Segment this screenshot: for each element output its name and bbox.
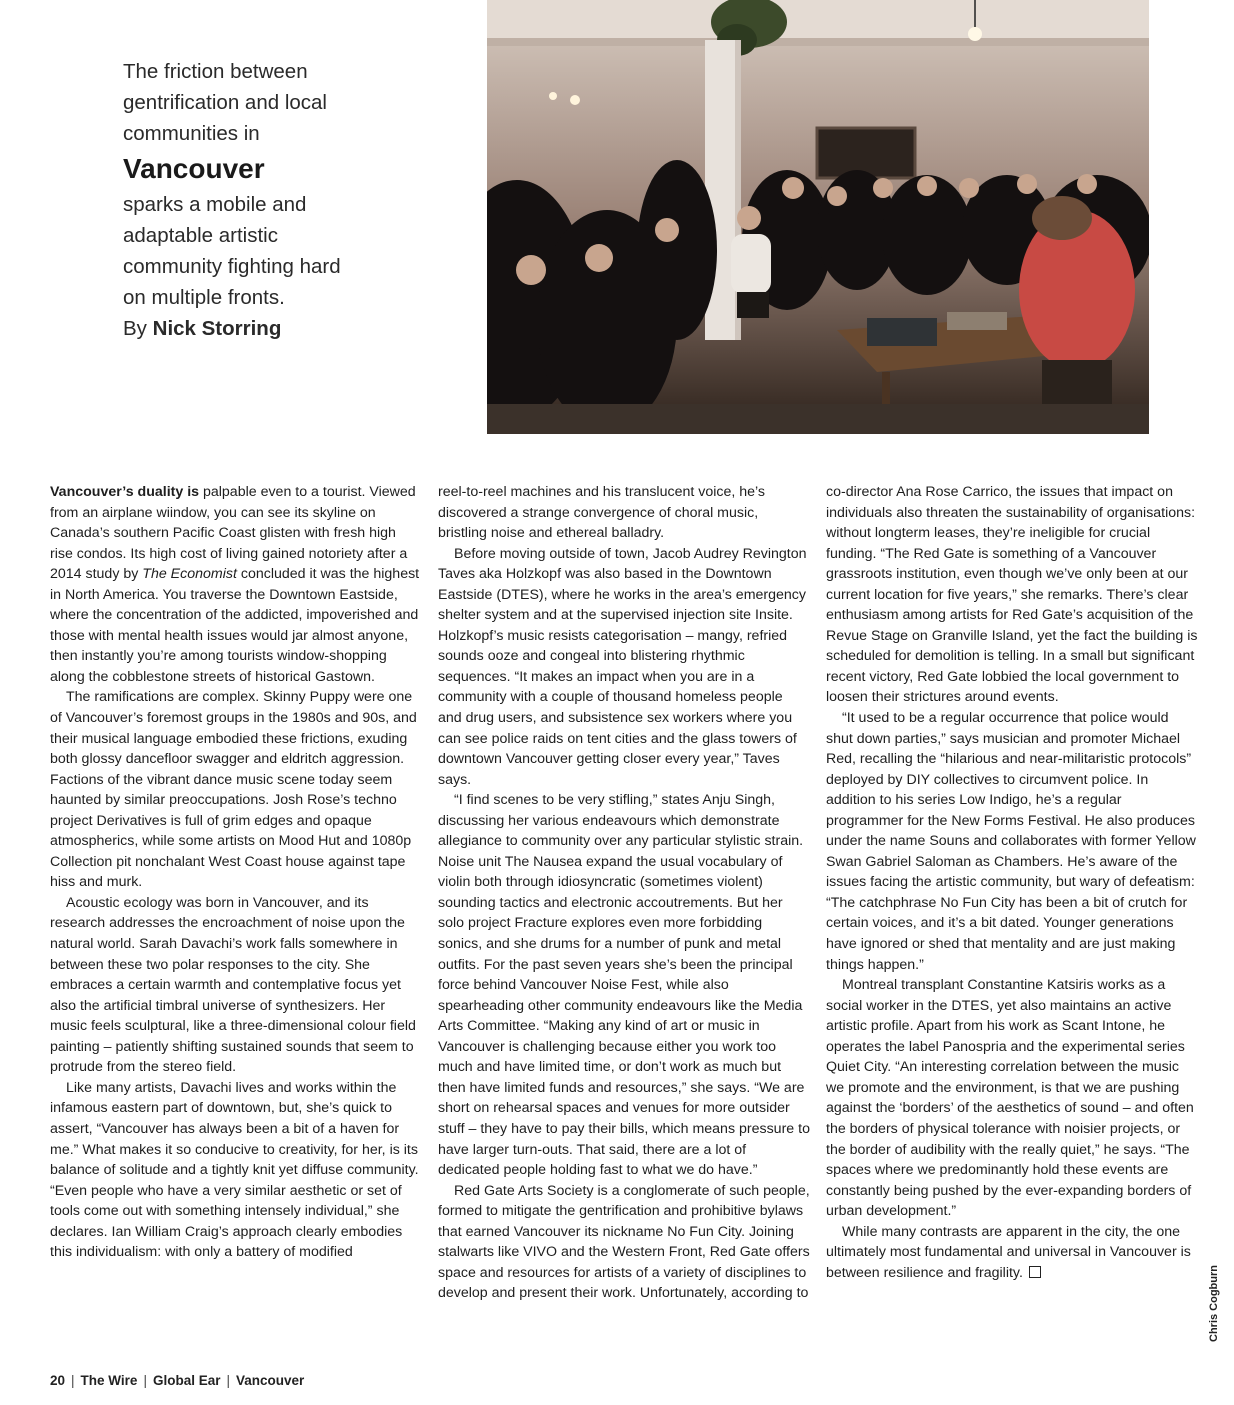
paragraph-text: While many contrasts are apparent in the city, the one ultimately most fundamental and universal in Vancouver is between resilience and fragility. <box>826 1223 1191 1281</box>
paragraph <box>826 1222 1198 1284</box>
paragraph: The ramifications are complex. Skinny Puppy were one of Vancouver’s foremost groups in the 1980s and 90s, and their musical language embodied these frictions, exuding both glossy dancefloor swagger and eldritch aggression. Factions of the vibrant dance music scene today seem haunted by similar preoccupations. Josh Rose’s techno project Derivatives is full of grim edges and opaque atmospherics, while some artists on Mood Hut and 1080p Collection pit nonchalant West Coast house against tape hiss and murk. <box>50 689 417 891</box>
page-footer <box>50 1373 304 1388</box>
paragraph <box>50 482 422 687</box>
section-name: Global Ear <box>152 1373 221 1388</box>
paragraph: Red Gate Arts Society is a conglomerate of such people, formed to mitigate the gentrification and prohibitive bylaws that earned Vancouver its nickname No Fun City. Joining stalwarts like VIVO and the Western Front, Red Gate offers space and resources for artists of a variety of disciplines to develop and present their work. Unfortunately, according to <box>438 1182 810 1302</box>
standfirst <box>123 56 363 344</box>
paragraph: Montreal transplant Constantine Katsiris works as a social worker in the DTES, yet also maintains an active artistic profile. Apart from his work as Scant Intone, he operates the label Panospria and the experimental series Quiet City. “An interesting correlation between the music we promote and the environment, is that we are pushing against the ‘borders’ of the aesthetics of sound – and often the borders of physical tolerance with noisier projects, or the border of audibility with the really quiet,” he says. “The spaces where we predominantly hold these events are constantly being pushed by the ever-expanding borders of urban development.” <box>826 977 1194 1220</box>
concert-photo-illustration <box>487 0 1149 434</box>
paragraph-text: palpable even to a tourist. Viewed from an airplane wiindow, you can see its skyline on Canada’s southern Pacific Coast glisten with fresh high rise condos. Its high cost of living gained notoriety after a 2014 study by <box>50 484 416 583</box>
magazine-name: The Wire <box>80 1373 138 1388</box>
article-body <box>50 482 1200 1352</box>
footer-separator: | <box>71 1373 75 1388</box>
standfirst-text-after: sparks a mobile and adaptable artistic community fighting hard on multiple fronts. <box>123 193 341 309</box>
paragraph: Like many artists, Davachi lives and works within the infamous eastern part of downtown, but, she’s quick to assert, “Vancouver has always been a bit of a haven for me.” What makes it so conducive to creativity, for her, is its balance of solitude and a tightly knit yet diffuse community. “Even people who have a very similar aesthetic or set of tools come out with something intensely individual,” she declares. Ian William Craig’s approach clearly embodies this individualism: with only a battery of modified <box>50 1079 419 1261</box>
end-mark-icon <box>1029 1266 1041 1278</box>
byline-author: Nick Storring <box>152 317 282 340</box>
paragraph: “It used to be a regular occurrence that police would shut down parties,” says musician and promoter Michael Red, recalling the “hilarious and near-militaristic protocols” deployed by DIY collectives to circumvent police. In addition to his series Low Indigo, he’s a regular programmer for the New Forms Festival. He also produces under the name Souns and collaborates with former Yellow Swan Gabriel Saloman as Chambers. He’s aware of the issues facing the artistic community, but wary of defeatism: “The catchphrase No Fun City has been a bit of crutch for certain voices, and it’s a bit dated. Younger generations have ignored or shed that mentality and are just making things happen.” <box>826 710 1196 973</box>
topic-name: Vancouver <box>236 1373 305 1388</box>
concert-photo <box>487 0 1149 434</box>
footer-separator: | <box>226 1373 230 1388</box>
article-column-1 <box>50 482 422 1263</box>
paragraph: co-director Ana Rose Carrico, the issues that impact on individuals also threaten the sustainability of organisations: without longterm leases, they’re ineligible for crucial funding. “The Red Gate is something of a Vancouver grassroots institution, even though we’ve only been at our current location for five years,” she remarks. There’s clear enthusiasm among artists for Red Gate’s acquisition of the Revue Stage on Granville Island, yet the fact the building is scheduled for demolition is telling. In a small but significant recent victory, Red Gate lobbied the local government to loosen their strictures around events. <box>826 484 1198 706</box>
paragraph-text: concluded it was the highest in North America. You traverse the Downtown Eastside, where the concentration of the addicted, impoverished and those with mental health issues would jar almost anyone, then instantly you’re among tourists window-shopping along the cobblestone streets of historical Gastown. <box>50 566 420 685</box>
photo-credit: Chris Cogburn <box>1208 1265 1220 1342</box>
page-number: 20 <box>50 1373 66 1388</box>
footer-separator: | <box>143 1373 147 1388</box>
paragraph: “I find scenes to be very stifling,” states Anju Singh, discussing her various endeavours which demonstrate allegiance to community over any particular stylistic strain. Noise unit The Nausea expand the usual vocabulary of violin both through idiosyncratic (sometimes violent) sounding tactics and electronic accoutrements. But her solo project Fracture explores even more forbidding sonics, and she drums for a number of punk and metal outfits. For the past seven years she’s been the principal force behind Vancouver Noise Fest, while also spearheading other community endeavours like the Media Arts Committee. “Making any kind of art or music in Vancouver is challenging because either you work too much and have limited time, or don’t work as much but then have limited funds and resources,” she says. “We are short on rehearsal spaces and venues for more outsider stuff – they have to pay their bills, which means pressure to have larger turn-outs. That said, there are a lot of dedicated people holding fast to what we do have.” <box>438 792 810 1179</box>
byline-prefix: By <box>123 317 147 340</box>
paragraph: Before moving outside of town, Jacob Audrey Revington Taves aka Holzkopf was also based in the Downtown Eastside (DTES), where he works in the area’s emergency shelter system and at the supervised injection site Insite. Holzkopf’s music resists categorisation – mangy, refried sounds ooze and congeal into blistering rhythmic sequences. “It makes an impact when you are in a community with a couple of thousand homeless people and drug users, and subsistence sex workers where you can see police raids on tent cities and the glass towers of downtown Vancouver getting closer every year,” Taves says. <box>438 545 807 788</box>
headline-city: Vancouver <box>123 153 265 184</box>
publication-title: The Economist <box>142 566 237 583</box>
article-column-2 <box>438 482 810 1304</box>
paragraph: reel-to-reel machines and his translucent voice, he’s discovered a strange convergence of choral music, bristling noise and ethereal balladry. <box>438 484 766 542</box>
paragraph: Acoustic ecology was born in Vancouver, and its research addresses the encroachment of noise upon the natural world. Sarah Davachi’s work falls somewhere in between these two polar responses to the city. She embraces a certain warmth and contemplative focus yet also the artificial timbral universe of synthesizers. Her music feels sculptural, like a three-dimensional colour field painting – patiently shifting sustained sounds that seem to protrude from the stereo field. <box>50 894 416 1076</box>
article-column-3 <box>826 482 1198 1283</box>
lead-in: Vancouver’s duality is <box>50 484 200 500</box>
standfirst-text-before: The friction between gentrification and local communities in <box>123 60 327 145</box>
